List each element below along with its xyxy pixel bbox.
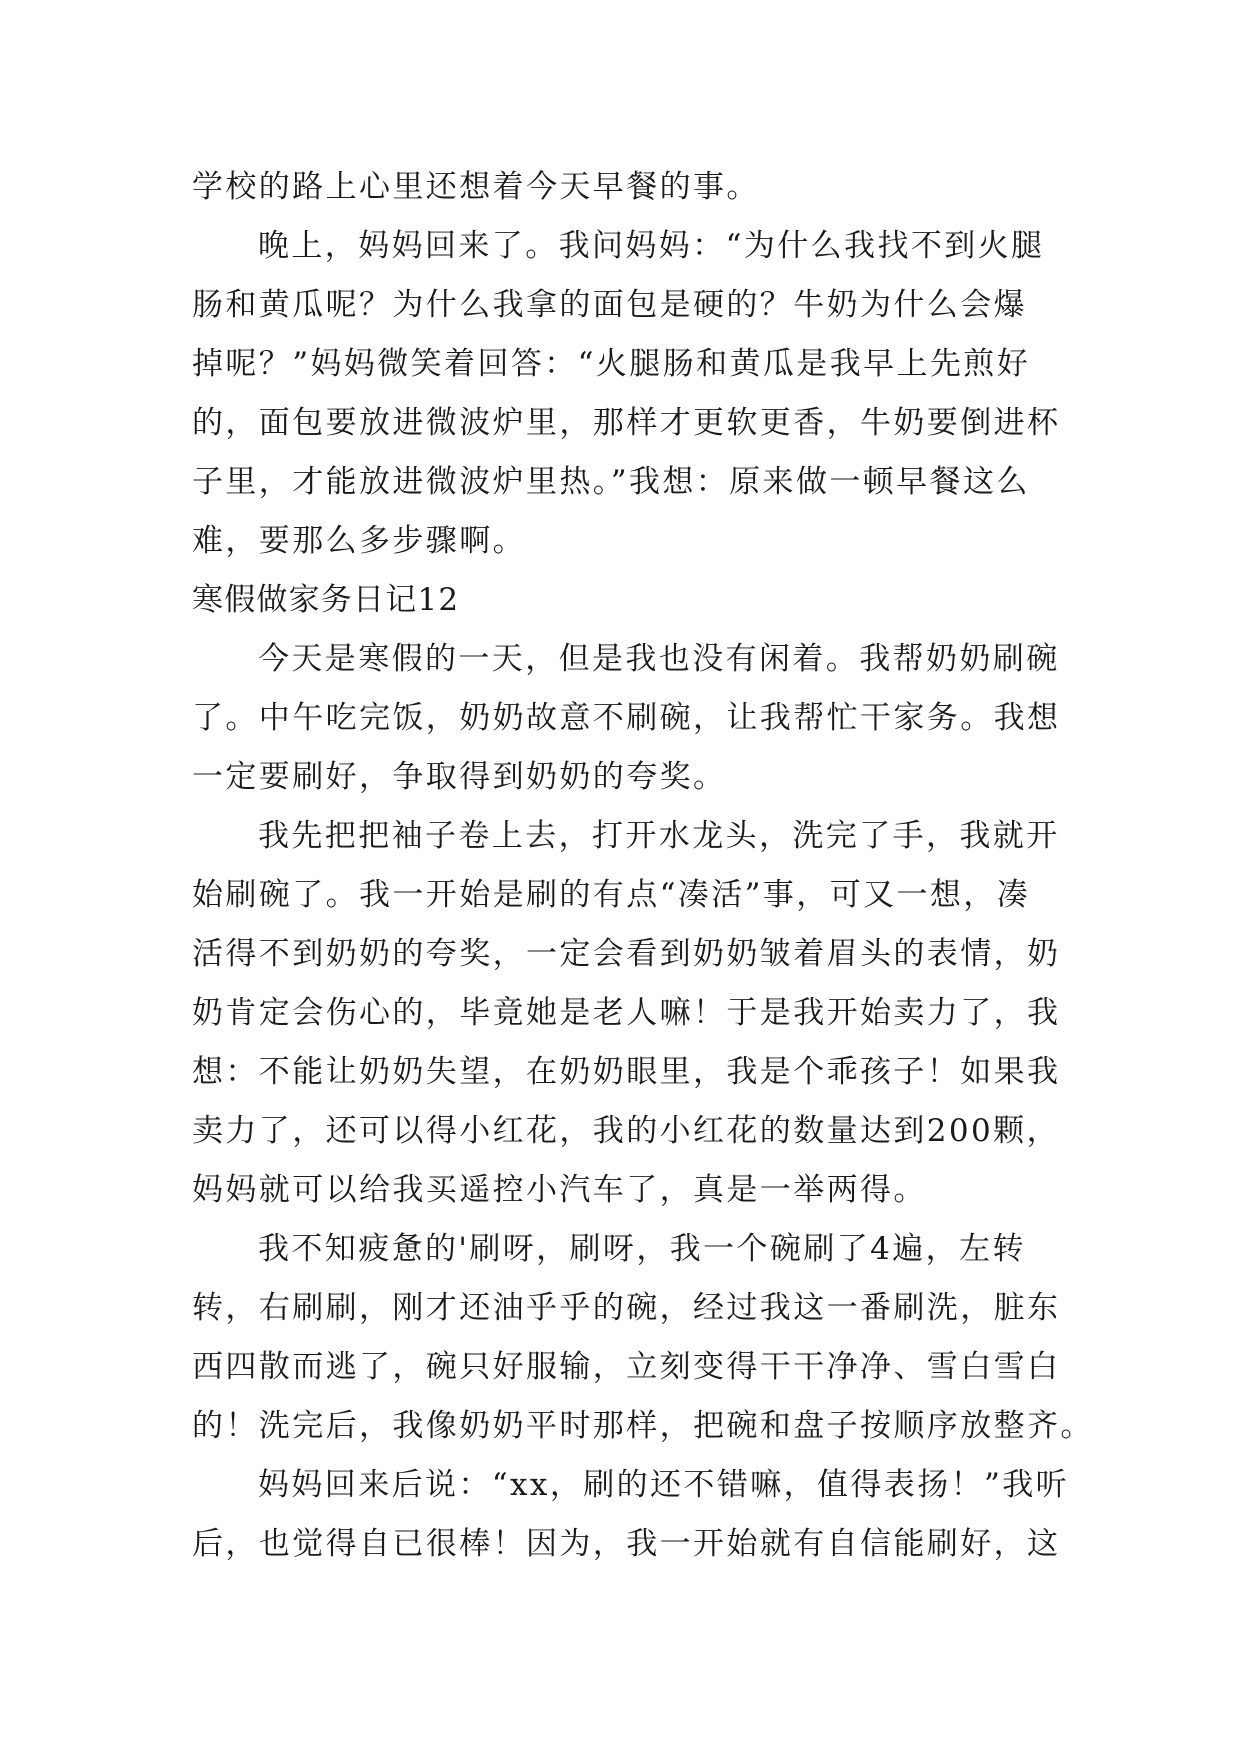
text-line: 活得不到奶奶的夸奖，一定会看到奶奶皱着眉头的表情，奶 xyxy=(192,936,1061,972)
text-line: 后，也觉得自已很棒！因为，我一开始就有自信能刷好，这 xyxy=(192,1526,1061,1562)
text-line: 肠和黄瓜呢？为什么我拿的面包是硬的？牛奶为什么会爆 xyxy=(192,287,1027,323)
text-line: 的，面包要放进微波炉里，那样才更软更香，牛奶要倒进杯 xyxy=(192,405,1061,441)
text-line: 了。中午吃完饭，奶奶故意不刷碗，让我帮忙干家务。我想 xyxy=(192,700,1061,736)
text-line: 一定要刷好，争取得到奶奶的夸奖。 xyxy=(192,759,727,795)
text-line: 难，要那么多步骤啊。 xyxy=(192,523,526,559)
text-line: 的！洗完后，我像奶奶平时那样，把碗和盘子按顺序放整齐。 xyxy=(192,1408,1094,1444)
text-line: 卖力了，还可以得小红花，我的小红花的数量达到200颗， xyxy=(192,1113,1060,1149)
text-line: 子里，才能放进微波炉里热。”我想：原来做一顿早餐这么 xyxy=(192,464,1030,500)
text-line: 学校的路上心里还想着今天早餐的事。 xyxy=(192,169,760,205)
text-line: 想：不能让奶奶失望，在奶奶眼里，我是个乖孩子！如果我 xyxy=(192,1054,1061,1090)
document-body xyxy=(192,158,1094,1574)
section-title: 寒假做家务日记12 xyxy=(192,582,460,618)
text-line: 奶肯定会伤心的，毕竟她是老人嘛！于是我开始卖力了，我 xyxy=(192,995,1061,1031)
text-line: 西四散而逃了，碗只好服输，立刻变得干干净净、雪白雪白 xyxy=(192,1349,1061,1385)
text-line: 转，右刷刷，刚才还油乎乎的碗，经过我这一番刷洗，脏东 xyxy=(192,1290,1061,1326)
text-line: 妈妈就可以给我买遥控小汽车了，真是一举两得。 xyxy=(192,1172,927,1208)
paragraph-start-line: 妈妈回来后说：“xx，刷的还不错嘛，值得表扬！”我听 xyxy=(258,1467,1070,1503)
paragraph-start-line: 晚上，妈妈回来了。我问妈妈：“为什么我找不到火腿 xyxy=(258,228,1045,264)
paragraph-start-line: 今天是寒假的一天，但是我也没有闲着。我帮奶奶刷碗 xyxy=(258,641,1060,677)
paragraph-start-line: 我先把把袖子卷上去，打开水龙头，洗完了手，我就开 xyxy=(258,818,1060,854)
paragraph-start-line: 我不知疲惫的'刷呀，刷呀，我一个碗刷了4遍，左转 xyxy=(258,1231,1026,1267)
text-line: 掉呢？”妈妈微笑着回答：“火腿肠和黄瓜是我早上先煎好 xyxy=(192,346,1031,382)
text-line: 始刷碗了。我一开始是刷的有点“凑活”事，可又一想，凑 xyxy=(192,877,1031,913)
